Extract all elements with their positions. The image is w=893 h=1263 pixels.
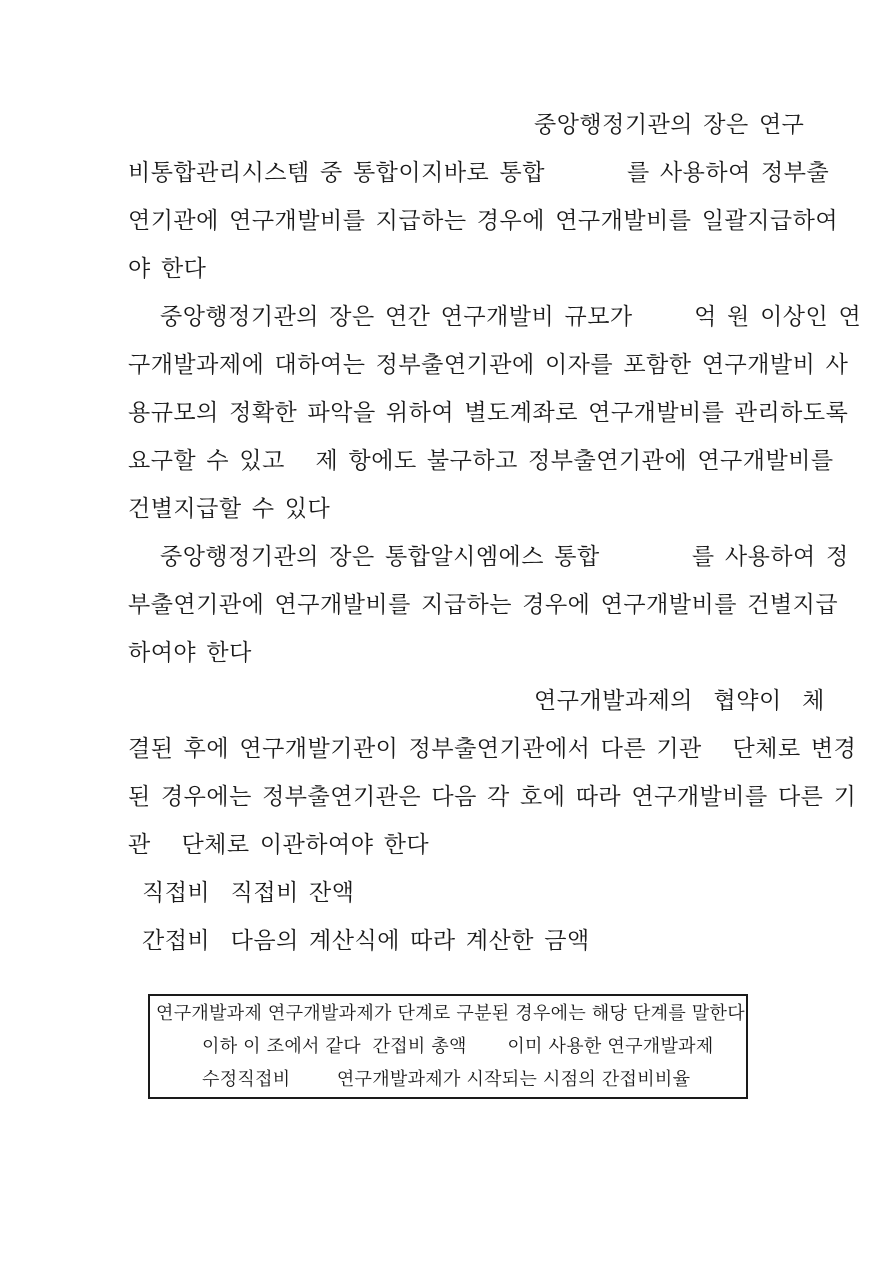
paragraph-4-line-4: 관 단체로 이관하여야 한다 [128,832,430,857]
note-box [148,994,748,1099]
note-box-line-1: 연구개발과제 연구개발과제가 단계로 구분된 경우에는 해당 단계를 말한다 [156,1003,745,1023]
list-item-direct-cost: 직접비 직접비 잔액 [142,880,355,905]
list-item-indirect-cost: 간접비 다음의 계산식에 따라 계산한 금액 [142,928,590,953]
paragraph-1-line-4: 야 한다 [128,256,207,281]
paragraph-3-line-3: 하여야 한다 [128,640,252,665]
note-box-line-2: 이하 이 조에서 같다 간접비 총액 이미 사용한 연구개발과제 [202,1036,714,1056]
paragraph-3-line-1: 중앙행정기관의 장은 통합알시엠에스 통합 를 사용하여 정 [160,544,849,569]
paragraph-4-line-1: 연구개발과제의 협약이 체 [534,688,825,713]
item-list [128,869,873,965]
paragraph-2 [128,293,873,533]
paragraph-4-line-3: 된 경우에는 정부출연기관은 다음 각 호에 따라 연구개발비를 다른 기 [128,784,857,809]
paragraph-1-line-2: 비통합관리시스템 중 통합이지바로 통합 를 사용하여 정부출 [128,160,830,185]
paragraph-1-line-3: 연기관에 연구개발비를 지급하는 경우에 연구개발비를 일괄지급하여 [128,208,839,233]
paragraph-4-line-2: 결된 후에 연구개발기관이 정부출연기관에서 다른 기관 단체로 변경 [128,736,857,761]
paragraph-2-line-1: 중앙행정기관의 장은 연간 연구개발비 규모가 억 원 이상인 연 [160,304,862,329]
note-box-line-3: 수정직접비 연구개발과제가 시작되는 시점의 간접비비율 [202,1069,691,1089]
paragraph-1-line-1: 중앙행정기관의 장은 연구 [534,112,805,137]
document-text-block [128,101,873,965]
paragraph-2-line-4: 요구할 수 있고 제 항에도 불구하고 정부출연기관에 연구개발비를 [128,448,834,473]
paragraph-3-line-2: 부출연기관에 연구개발비를 지급하는 경우에 연구개발비를 건별지급 [128,592,839,617]
paragraph-1 [128,101,873,293]
paragraph-2-line-5: 건별지급할 수 있다 [128,496,331,521]
paragraph-4 [128,677,873,869]
paragraph-2-line-2: 구개발과제에 대하여는 정부출연기관에 이자를 포함한 연구개발비 사 [128,352,849,377]
paragraph-3 [128,533,873,677]
paragraph-2-line-3: 용규모의 정확한 파악을 위하여 별도계좌로 연구개발비를 관리하도록 [128,400,849,425]
